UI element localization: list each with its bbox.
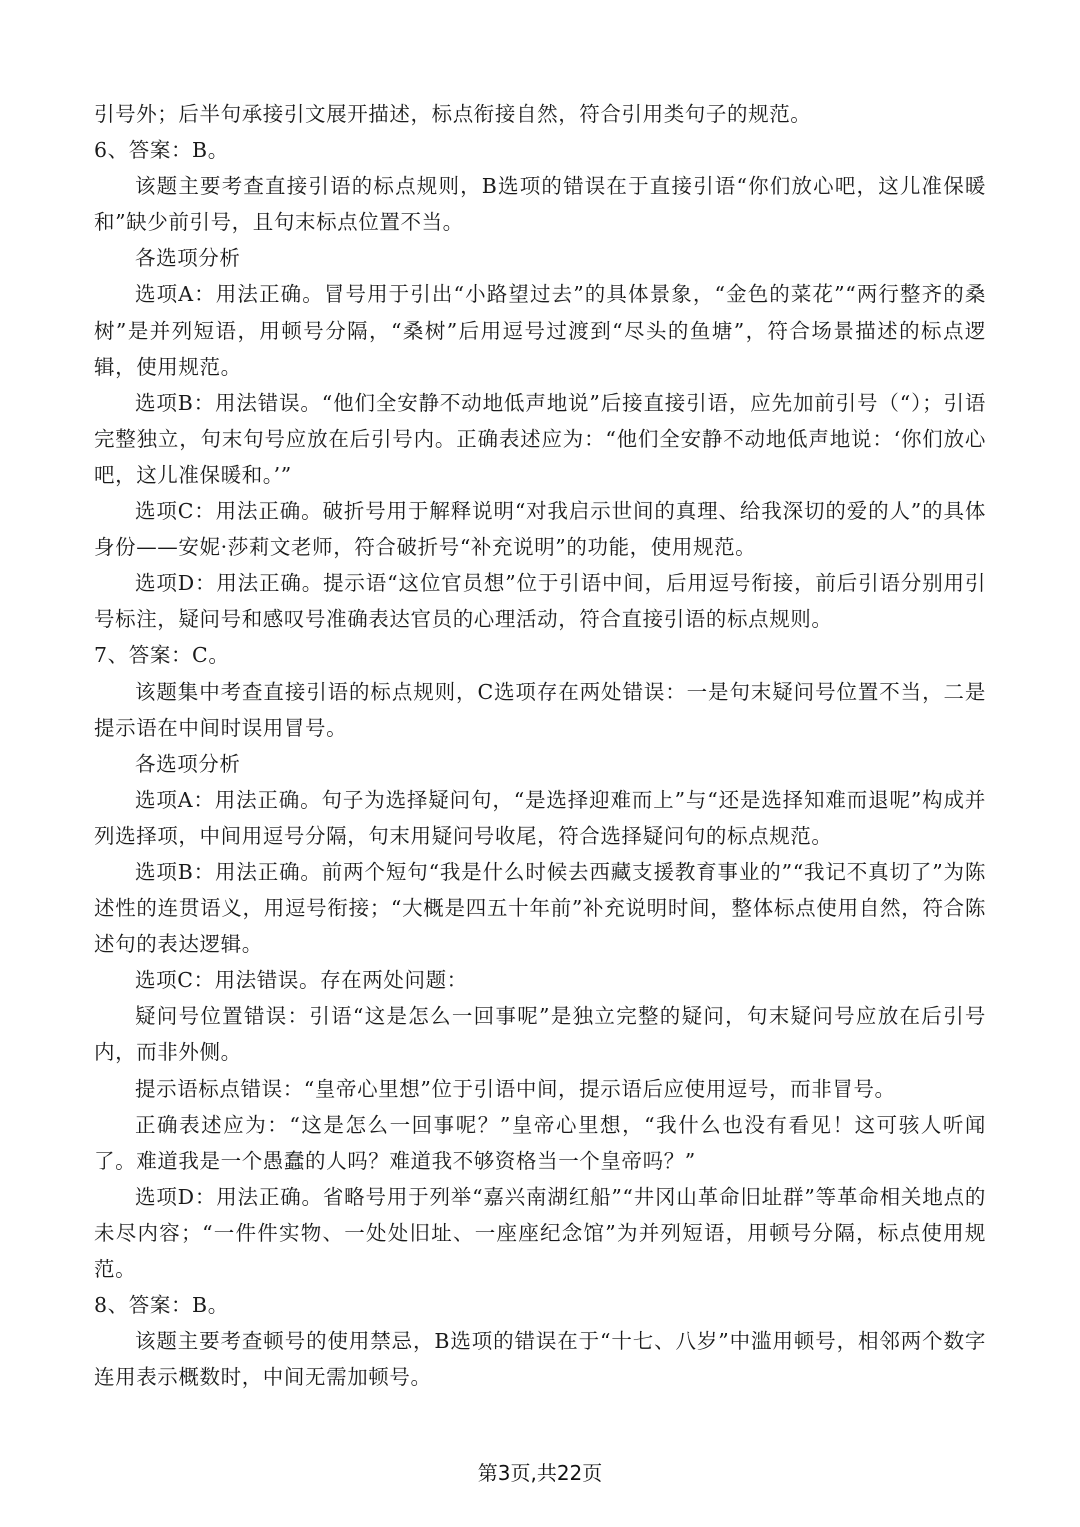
paragraph: 选项D：用法正确。省略号用于列举“嘉兴南湖红船”“井冈山革命旧址群”等革命相关地点的未尽内容；“一件件实物、一处处旧址、一座座纪念馆”为并列短语，用顿号分隔，标点使用规范。	[94, 1184, 986, 1281]
paragraph: 选项B：用法错误。“他们全安静不动地低声地说”后接直接引语，应先加前引号（“）；引语完整独立，句末句号应放在后引号内。正确表述应为：“他们全安静不动地低声地说：‘你们放心吧，这儿准保暖和。’”	[94, 390, 986, 487]
paragraph: 选项A：用法正确。冒号用于引出“小路望过去”的具体景象，“金色的菜花”“两行整齐的桑树”是并列短语，用顿号分隔，“桑树”后用逗号过渡到“尽头的鱼塘”，符合场景描述的标点逻辑，使用规范。	[94, 282, 986, 379]
paragraph: 疑问号位置错误：引语“这是怎么一回事呢”是独立完整的疑问，句末疑问号应放在后引号内，而非外侧。	[94, 1004, 986, 1065]
section-heading: 各选项分析	[135, 751, 241, 776]
paragraph: 该题集中考查直接引语的标点规则，C选项存在两处错误：一是句末疑问号位置不当，二是提示语在中间时误用冒号。	[94, 679, 986, 740]
paragraph: 该题主要考查直接引语的标点规则，B选项的错误在于直接引语“你们放心吧，这儿准保暖和”缺少前引号，且句末标点位置不当。	[94, 174, 986, 235]
page-number: 第3页,共22页	[477, 1461, 603, 1485]
paragraph: 提示语标点错误：“皇帝心里想”位于引语中间，提示语后应使用逗号，而非冒号。	[135, 1076, 896, 1101]
answer-heading-6: 6、答案：B。	[94, 138, 229, 163]
answer-heading-8: 8、答案：B。	[94, 1293, 229, 1318]
paragraph: 正确表述应为：“这是怎么一回事呢？”皇帝心里想，“我什么也没有看见！这可骇人听闻了。难道我是一个愚蠢的人吗？难道我不够资格当一个皇帝吗？”	[94, 1112, 986, 1173]
document-body	[94, 96, 986, 1395]
section-heading: 各选项分析	[135, 246, 241, 271]
answer-heading-7: 7、答案：C。	[94, 643, 230, 668]
paragraph: 选项B：用法正确。前两个短句“我是什么时候去西藏支援教育事业的”“我记不真切了”为陈述性的连贯语义，用逗号衔接；“大概是四五十年前”补充说明时间，整体标点使用自然，符合陈述句的表达逻辑。	[94, 859, 986, 957]
paragraph: 该题主要考查顿号的使用禁忌，B选项的错误在于“十七、八岁”中滥用顿号，相邻两个数字连用表示概数时，中间无需加顿号。	[94, 1329, 986, 1390]
paragraph: 选项A：用法正确。句子为选择疑问句，“是选择迎难而上”与“还是选择知难而退呢”构成并列选择项，中间用逗号分隔，句末用疑问号收尾，符合选择疑问句的标点规范。	[94, 787, 986, 848]
paragraph: 选项D：用法正确。提示语“这位官员想”位于引语中间，后用逗号衔接，前后引语分别用引号标注，疑问号和感叹号准确表达官员的心理活动，符合直接引语的标点规则。	[94, 571, 986, 632]
paragraph: 引号外；后半句承接引文展开描述，标点衔接自然，符合引用类句子的规范。	[94, 102, 812, 126]
paragraph: 选项C：用法正确。破折号用于解释说明“对我启示世间的真理、给我深切的爱的人”的具体身份——安妮·莎莉文老师，符合破折号“补充说明”的功能，使用规范。	[94, 499, 986, 560]
paragraph: 选项C：用法错误。存在两处问题：	[135, 968, 468, 993]
